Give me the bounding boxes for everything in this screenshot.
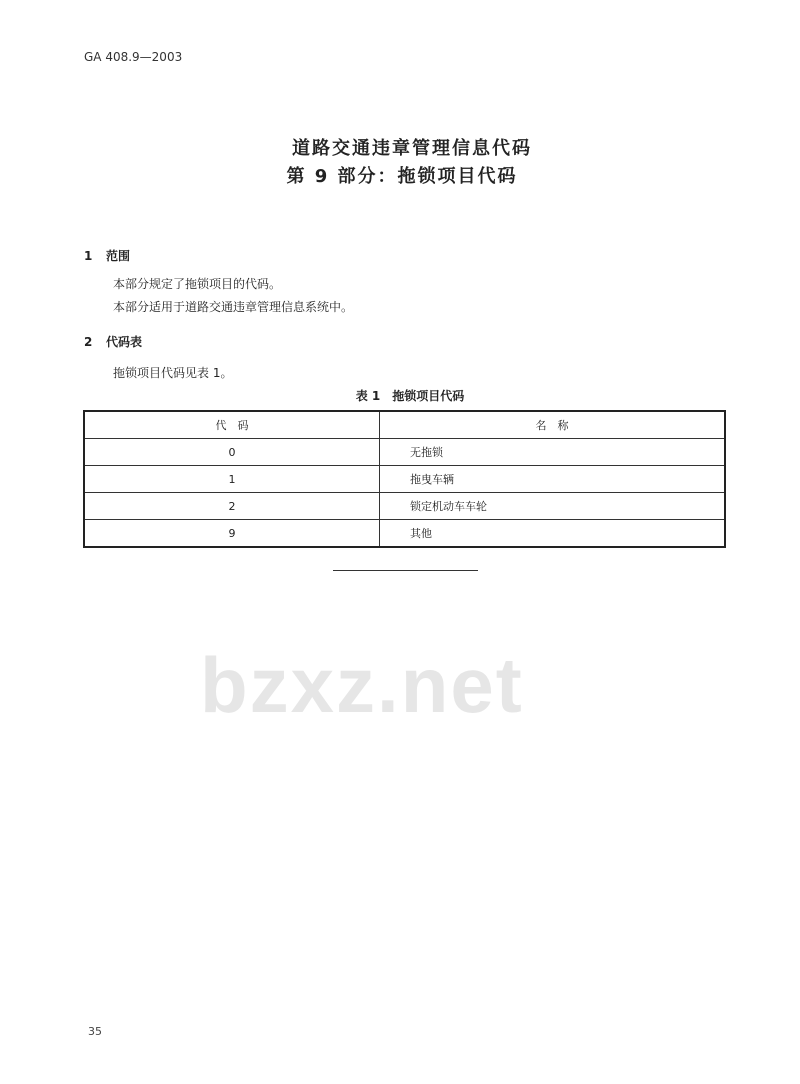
name-cell: 拖曳车辆 — [380, 466, 726, 493]
section-heading: 1 范围 — [84, 249, 131, 263]
code-cell: 1 — [84, 466, 380, 493]
watermark: bzxz.net — [200, 641, 524, 729]
paragraph: 本部分规定了拖锁项目的代码。 — [113, 277, 282, 291]
document-subtitle: 第 9 部分：拖锁项目代码 — [286, 166, 518, 187]
table-row — [84, 493, 725, 520]
table-header-row — [84, 411, 725, 439]
end-rule — [333, 570, 478, 571]
name-cell: 无拖锁 — [380, 439, 726, 466]
code-table — [83, 410, 726, 548]
table-row — [84, 439, 725, 466]
column-header: 代 码 — [84, 411, 380, 439]
document-title: 道路交通违章管理信息代码 — [292, 138, 532, 159]
name-cell: 锁定机动车车轮 — [380, 493, 726, 520]
standard-number: GA 408.9—2003 — [84, 50, 183, 64]
paragraph: 拖锁项目代码见表 1。 — [113, 366, 233, 380]
code-cell: 0 — [84, 439, 380, 466]
column-header: 名 称 — [380, 411, 726, 439]
table-row — [84, 466, 725, 493]
paragraph: 本部分适用于道路交通违章管理信息系统中。 — [113, 300, 354, 314]
table-row — [84, 520, 725, 548]
code-cell: 2 — [84, 493, 380, 520]
name-cell: 其他 — [380, 520, 726, 548]
section-heading: 2 代码表 — [84, 335, 143, 349]
table-caption: 表 1 拖锁项目代码 — [355, 389, 465, 403]
code-cell: 9 — [84, 520, 380, 548]
page-number: 35 — [88, 1025, 102, 1038]
